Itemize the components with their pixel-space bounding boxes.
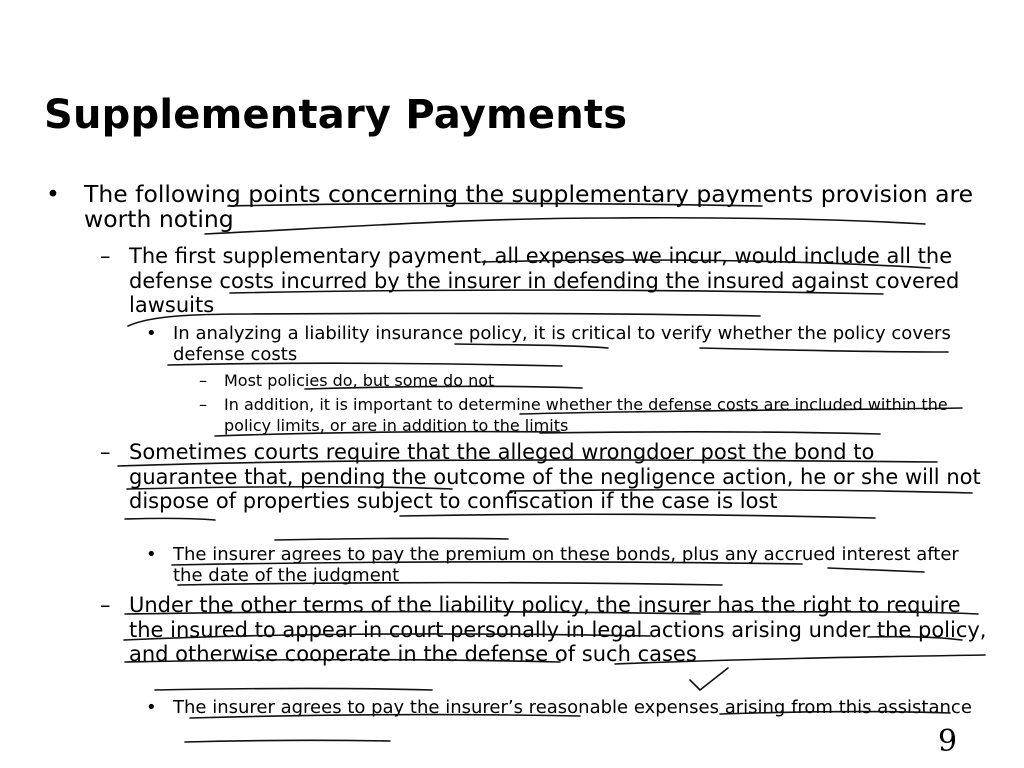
bullet-item-level3 [146, 697, 973, 718]
bullet-marker: • [146, 323, 157, 344]
bullet-text: In analyzing a liability insurance policy, it is critical to verify whether the policy covers defense costs [173, 323, 951, 365]
bullet-item-level1 [46, 180, 984, 233]
bullet-item-level2 [100, 244, 989, 318]
bullet-text: The following points concerning the supplementary payments provision are worth noting [84, 180, 974, 233]
slide-title: Supplementary Payments [44, 92, 628, 138]
dash-marker: – [199, 371, 207, 390]
dash-marker: – [199, 395, 207, 414]
bullet-text: In addition, it is important to determine whether the defense costs are included within the policy limits, or are in addition to the limits [224, 395, 948, 435]
bullet-text: Under the other terms of the liability policy, the insurer has the right to require the insured to appear in court personally in legal actions arising under the policy, and otherwise cooperate in the defense of such cases [129, 593, 987, 666]
bullet-marker: • [146, 697, 157, 718]
bullet-item-level3 [146, 544, 973, 586]
dash-marker: – [100, 440, 111, 464]
bullet-marker: • [46, 180, 60, 208]
bullet-text: The insurer agrees to pay the insurer’s reasonable expenses arising from this assistance [173, 697, 972, 718]
bullet-text: The insurer agrees to pay the premium on these bonds, plus any accrued interest after the date of the judgment [173, 544, 959, 586]
bullet-item-level3 [146, 323, 973, 365]
bullet-item-level4 [199, 394, 974, 436]
dash-marker: – [100, 244, 111, 268]
bullet-item-level2 [100, 440, 989, 514]
bullet-marker: • [146, 544, 157, 565]
bullet-text: Most policies do, but some do not [224, 371, 495, 390]
dash-marker: – [100, 593, 111, 617]
page-number: 9 [938, 724, 958, 759]
bullet-text: Sometimes courts require that the alleged wrongdoer post the bond to guarantee that, pending the outcome of the negligence action, he or she will not dispose of properties subject to confiscation if the case is lost [129, 440, 981, 513]
bullet-item-level2 [100, 593, 989, 667]
bullet-item-level4 [199, 370, 974, 391]
bullet-text: The first supplementary payment, all expenses we incur, would include all the defense costs incurred by the insurer in defending the insured against covered lawsuits [129, 244, 960, 317]
